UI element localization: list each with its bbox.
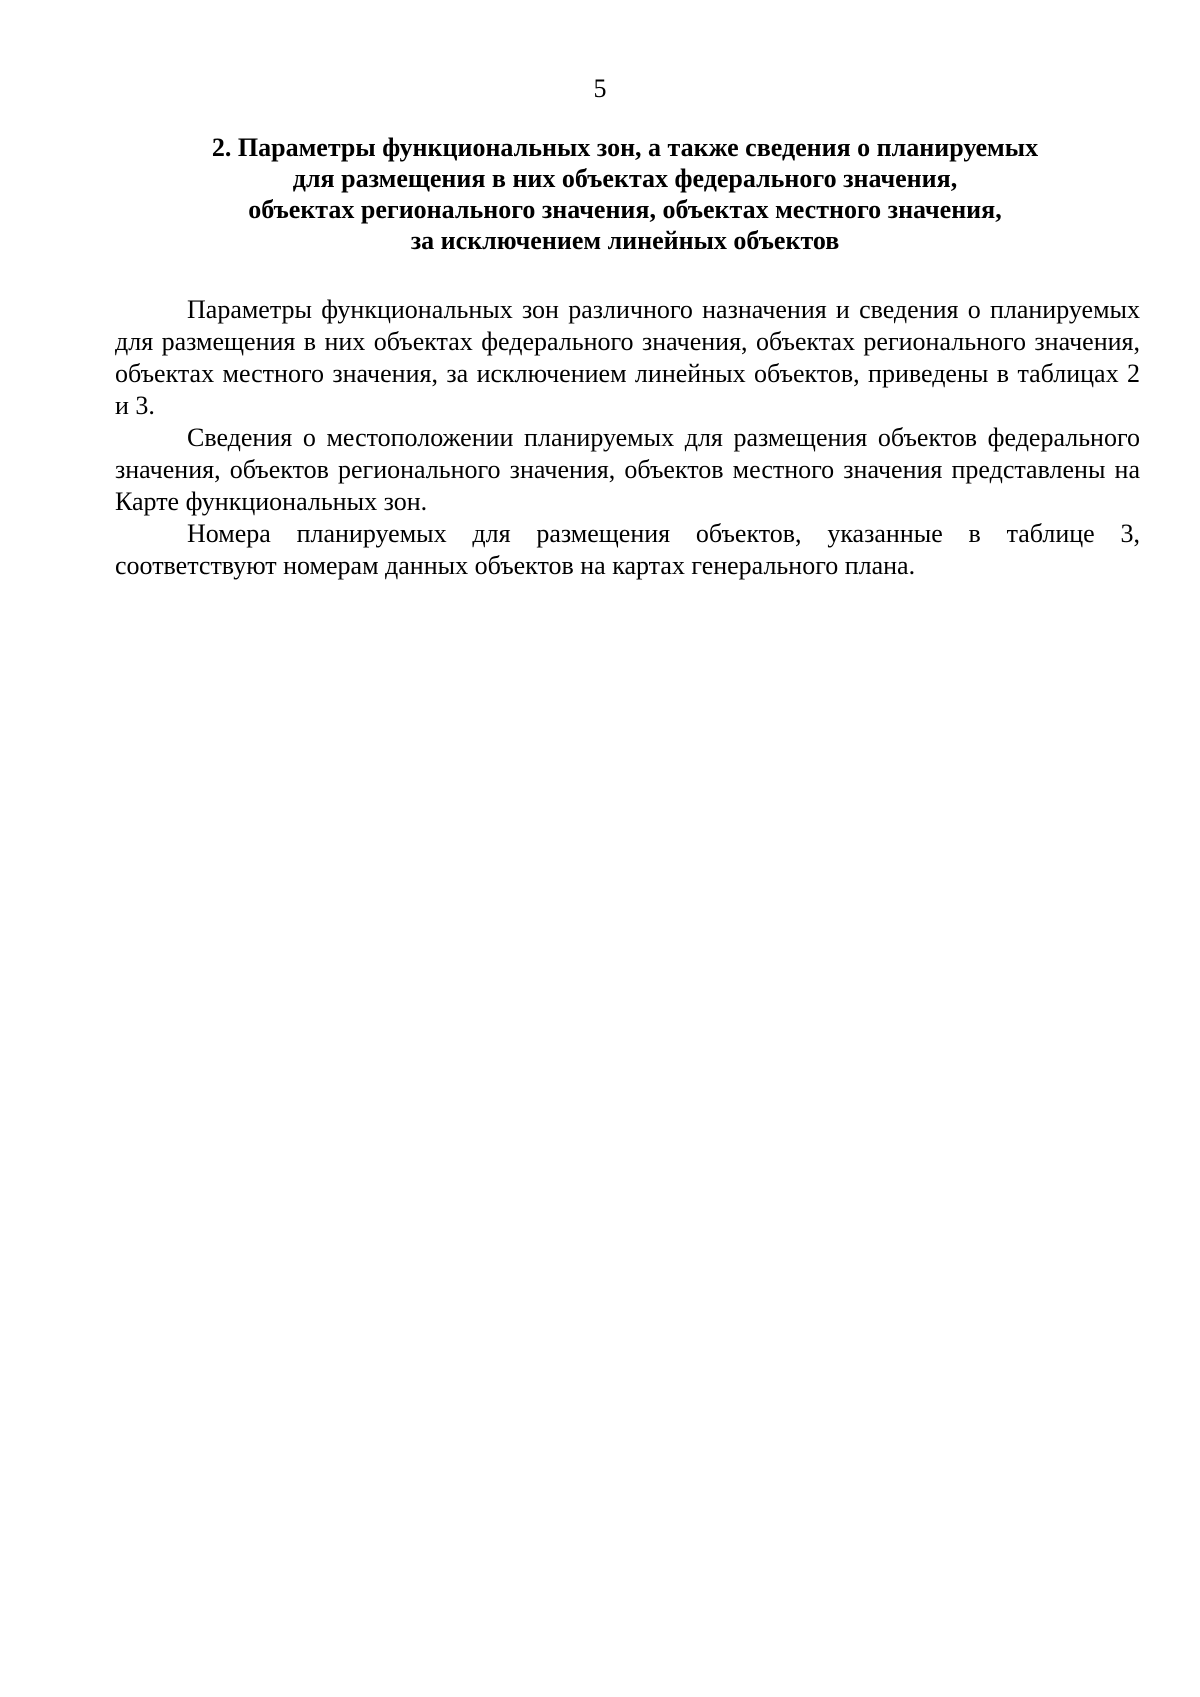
section-heading-line-2: для размещения в них объектах федерального значения, (292, 164, 958, 193)
section-heading-line-3: объектах регионального значения, объектах местного значения, (248, 195, 1002, 224)
section-heading (110, 132, 1140, 256)
section-heading-line-1: 2. Параметры функциональных зон, а также сведения о планируемых (211, 133, 1039, 162)
paragraph-zone-parameters: Параметры функциональных зон различного назначения и сведения о планируемых для размещения в них объектах федерального значения, объектах регионального значения, объектах местного значения, за исключением линейных объектов, приведены в таблицах 2 и 3. (115, 295, 1140, 420)
paragraph-location-info: Сведения о местоположении планируемых для размещения объектов федерального значения, объектов регионального значения, объектов местного значения представлены на Карте функциональных зон. (115, 423, 1140, 516)
body-text (115, 294, 1140, 582)
paragraph-object-numbers: Номера планируемых для размещения объектов, указанные в таблице 3, соответствуют номерам данных объектов на картах генерального плана. (115, 519, 1140, 580)
page-number: 5 (593, 74, 607, 103)
section-heading-line-4: за исключением линейных объектов (410, 226, 840, 255)
